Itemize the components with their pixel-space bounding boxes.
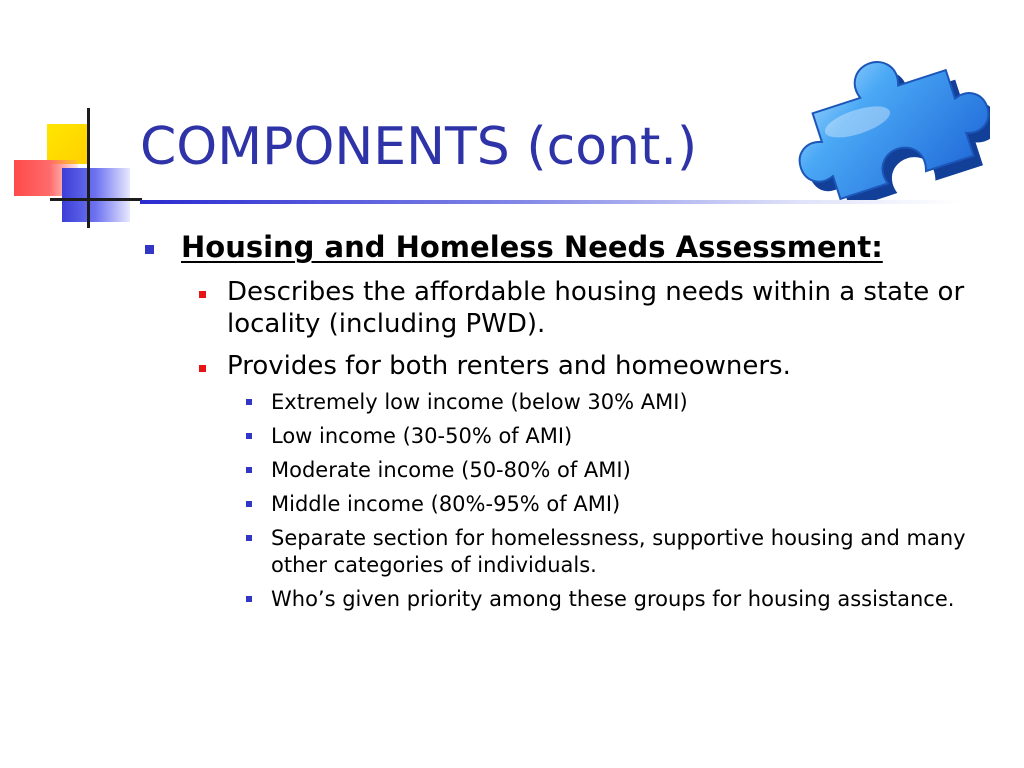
bullet-square-icon xyxy=(199,365,206,372)
vertical-line xyxy=(87,108,90,228)
income-bullet-text: Extremely low income (below 30% AMI) xyxy=(271,390,688,414)
bullet-square-icon xyxy=(246,535,252,541)
bullet-square-icon xyxy=(246,433,252,439)
sub-bullet-text: Provides for both renters and homeowners. xyxy=(227,351,791,381)
main-bullet-text: Housing and Homeless Needs Assessment: xyxy=(181,230,883,264)
sub-bullet-text: Describes the affordable housing needs within a state or locality (including PWD). xyxy=(227,277,965,339)
yellow-square xyxy=(47,124,87,164)
bullet-square-icon xyxy=(246,467,252,473)
corner-decoration xyxy=(0,0,140,230)
bullet-square-icon xyxy=(246,596,252,602)
income-bullet-text: Middle income (80%-95% of AMI) xyxy=(271,492,621,516)
blue-block xyxy=(62,168,130,222)
puzzle-piece-icon xyxy=(790,50,990,200)
income-bullet-text: Separate section for homelessness, supportive housing and many other categories of individuals. xyxy=(271,526,966,577)
income-bullet-text: Low income (30-50% of AMI) xyxy=(271,424,573,448)
income-bullet-item xyxy=(143,457,993,484)
income-bullet-item xyxy=(143,491,993,518)
income-bullet-text: Moderate income (50-80% of AMI) xyxy=(271,458,631,482)
income-bullet-item xyxy=(143,586,993,613)
horizontal-line xyxy=(50,198,142,201)
slide-title: COMPONENTS (cont.) xyxy=(140,117,698,177)
sub-bullet-item xyxy=(143,350,993,382)
slide-body xyxy=(143,228,993,613)
bullet-square-icon xyxy=(246,501,252,507)
title-underline-rule xyxy=(140,200,960,204)
income-bullet-text: Who’s given priority among these groups for housing assistance. xyxy=(271,587,955,611)
income-bullet-item xyxy=(143,525,993,579)
sub-bullet-item xyxy=(143,276,993,340)
bullet-square-icon xyxy=(246,399,252,405)
income-bullet-item xyxy=(143,389,993,416)
income-bullet-item xyxy=(143,423,993,450)
main-bullet-item xyxy=(143,228,993,266)
bullet-square-icon xyxy=(145,245,154,254)
bullet-square-icon xyxy=(199,291,206,298)
